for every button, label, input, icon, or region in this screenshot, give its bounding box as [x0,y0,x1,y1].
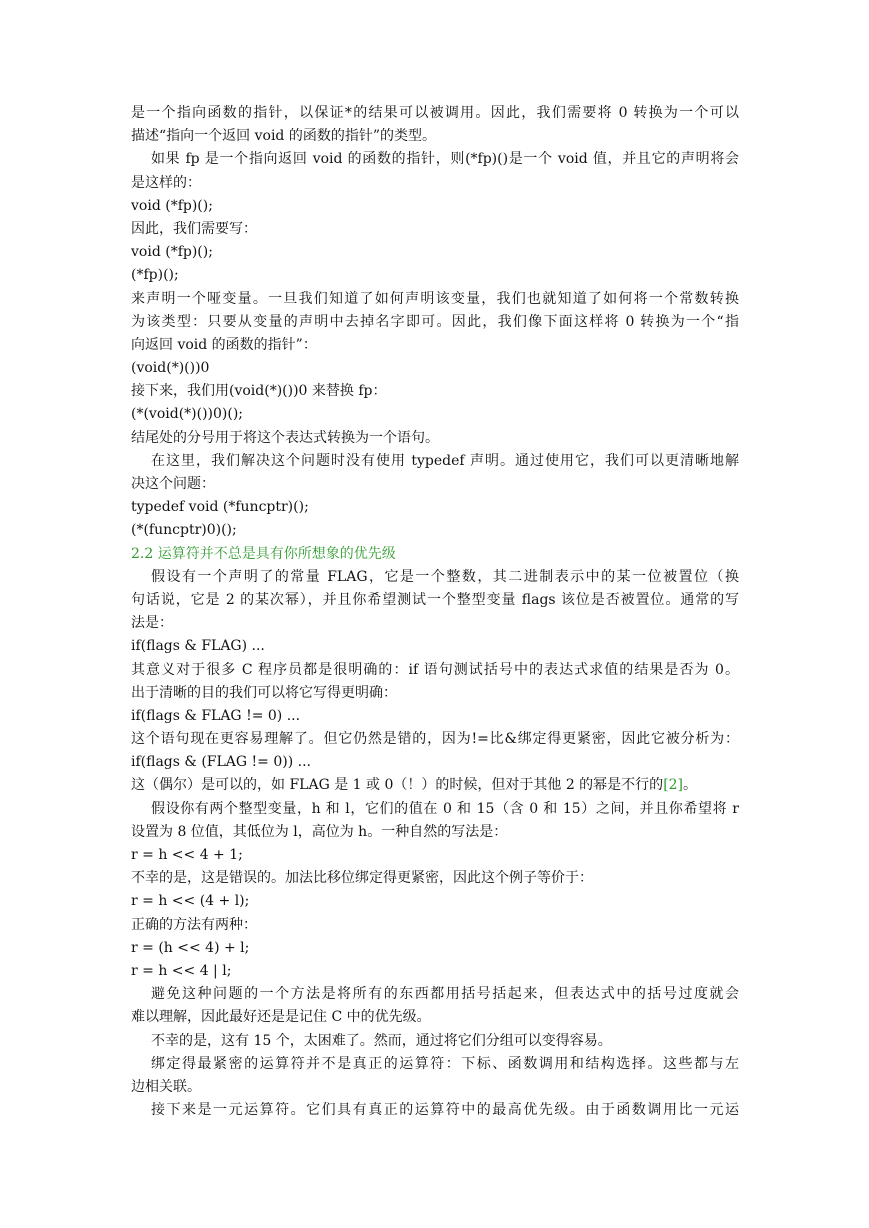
text-line [131,798,739,821]
text-line [131,589,739,612]
text-line [131,983,739,1006]
line-text: 不幸的是，这是错误的。加法比移位绑定得更紧密，因此这个例子等价于： [131,870,593,887]
line-text: void (*fp)(); [131,197,213,214]
text-line [131,403,739,426]
text-line [131,264,739,287]
text-line [131,844,739,867]
text-line [131,890,739,913]
line-text: 在这里，我们解决这个问题时没有使用 typedef 声明。通过使用它，我们可以更清晰地解 [151,452,739,469]
line-text: 来声明一个哑变量。一旦我们知道了如何声明该变量，我们也就知道了如何将一个常数转换 [131,290,739,307]
line-text: 其意义对于很多 C 程序员都是很明确的：if 语句测试括号中的表达式求值的结果是否为 0。 [131,661,739,678]
line-text: 出于清晰的目的我们可以将它写得更明确： [131,684,397,701]
text-line [131,148,739,171]
text-line [131,566,739,589]
text-line [131,751,739,774]
text-line [131,311,739,334]
line-text: 法是： [131,615,173,632]
text-line [131,1099,739,1122]
line-text: r = h << 4 + 1; [131,847,243,863]
text-line [131,960,739,983]
line-text: (*fp)(); [131,267,179,284]
line-text: void (*fp)(); [131,244,213,261]
text-line [131,102,739,125]
line-text: r = h << 4 | l; [131,962,232,979]
text-line [131,1006,739,1029]
text-line [131,450,739,473]
text-line [131,218,739,241]
text-line [131,427,739,450]
line-text: 因此，我们需要写： [131,220,257,237]
text-line [131,1076,739,1099]
document-page [131,102,739,1122]
text-line [131,195,739,218]
line-text: 不幸的是，这有 15 个，太困难了。然而，通过将它们分组可以变得容易。 [151,1032,612,1049]
text-line [131,357,739,380]
text-line [131,496,739,519]
line-text: r = h << (4 + l); [131,893,250,910]
line-text: 绑定得最紧密的运算符并不是真正的运算符：下标、函数调用和结构选择。这些都与左 [151,1055,739,1072]
line-text: if(flags & (FLAG != 0)) ... [131,754,311,771]
line-text: 难以理解，因此最好还是是记住 C 中的优先级。 [131,1009,431,1026]
line-text: 是这样的： [131,174,201,191]
section-heading [131,543,739,566]
line-text: (*(void(*)())0)(); [131,406,244,423]
line-text: 设置为 8 位值，其低位为 l，高位为 h。一种自然的写法是： [131,823,508,840]
reference-link[interactable]: [2] [663,777,684,794]
line-text: typedef void (*funcptr)(); [131,499,309,516]
text-line [131,241,739,264]
text-line [131,612,739,635]
text-line [131,705,739,728]
text-line [131,774,739,797]
text-line [131,635,739,658]
line-text: r = (h << 4) + l; [131,939,250,956]
text-line [131,914,739,937]
line-text: 句话说，它是 2 的某次幂），并且你希望测试一个整型变量 flags 该位是否被置位。通常的写 [131,591,739,608]
line-text: 边相关联。 [131,1078,201,1095]
line-text: 描述“指向一个返回 void 的函数的指针”的类型。 [131,128,436,145]
line-text: 接下来是一元运算符。它们具有真正的运算符中的最高优先级。由于函数调用比一元运 [151,1102,739,1119]
line-text: 向返回 void 的函数的指针”： [131,336,317,353]
text-line [131,172,739,195]
line-text: 决这个问题： [131,476,215,492]
text-line [131,1030,739,1053]
text-line [131,867,739,890]
text-line [131,937,739,960]
line-text: 是一个指向函数的指针，以保证*的结果可以被调用。因此，我们需要将 0 转换为一个可以 [131,105,739,121]
line-text: 这（偶尔）是可以的，如 FLAG 是 1 或 0（！）的时候，但对于其他 2 的幂是不行的 [131,777,664,794]
line-text: 这个语句现在更容易理解了。但它仍然是错的，因为!=比&绑定得更紧密，因此它被分析为： [131,731,739,748]
text-line [131,288,739,311]
line-text: (void(*)())0 [131,360,210,377]
line-text: if(flags & FLAG) ... [131,638,265,655]
text-line [131,125,739,148]
text-line [131,380,739,403]
line-text: (*(funcptr)0)(); [131,522,237,539]
line-text: 接下来，我们用(void(*)())0 来替换 fp： [131,383,387,400]
text-line [131,519,739,542]
line-text: 2.2 运算符并不总是具有你所想象的优先级 [131,545,396,562]
line-text: 假设你有两个整型变量，h 和 l，它们的值在 0 和 15（含 0 和 15）之间，并且你希望将 r [151,800,739,817]
line-text: 结尾处的分号用于将这个表达式转换为一个语句。 [131,429,439,446]
line-text: if(flags & FLAG != 0) ... [131,707,301,724]
line-text: 假设有一个声明了的常量 FLAG，它是一个整数，其二进制表示中的某一位被置位（换 [151,568,739,585]
text-line [131,682,739,705]
text-line [131,659,739,682]
line-text: 避免这种问题的一个方法是将所有的东西都用括号括起来，但表达式中的括号过度就会 [151,986,739,1003]
text-line [131,473,739,496]
text-line [131,1053,739,1076]
line-text: 正确的方法有两种： [131,916,257,933]
line-text: 如果 fp 是一个指向返回 void 的函数的指针，则(*fp)()是一个 void 值，并且它的声明将会 [151,151,739,168]
line-text: 为该类型：只要从变量的声明中去掉名字即可。因此，我们像下面这样将 0 转换为一个“指 [131,313,739,330]
text-line [131,728,739,751]
line-tail: 。 [683,777,698,794]
text-line [131,334,739,357]
text-line [131,821,739,844]
